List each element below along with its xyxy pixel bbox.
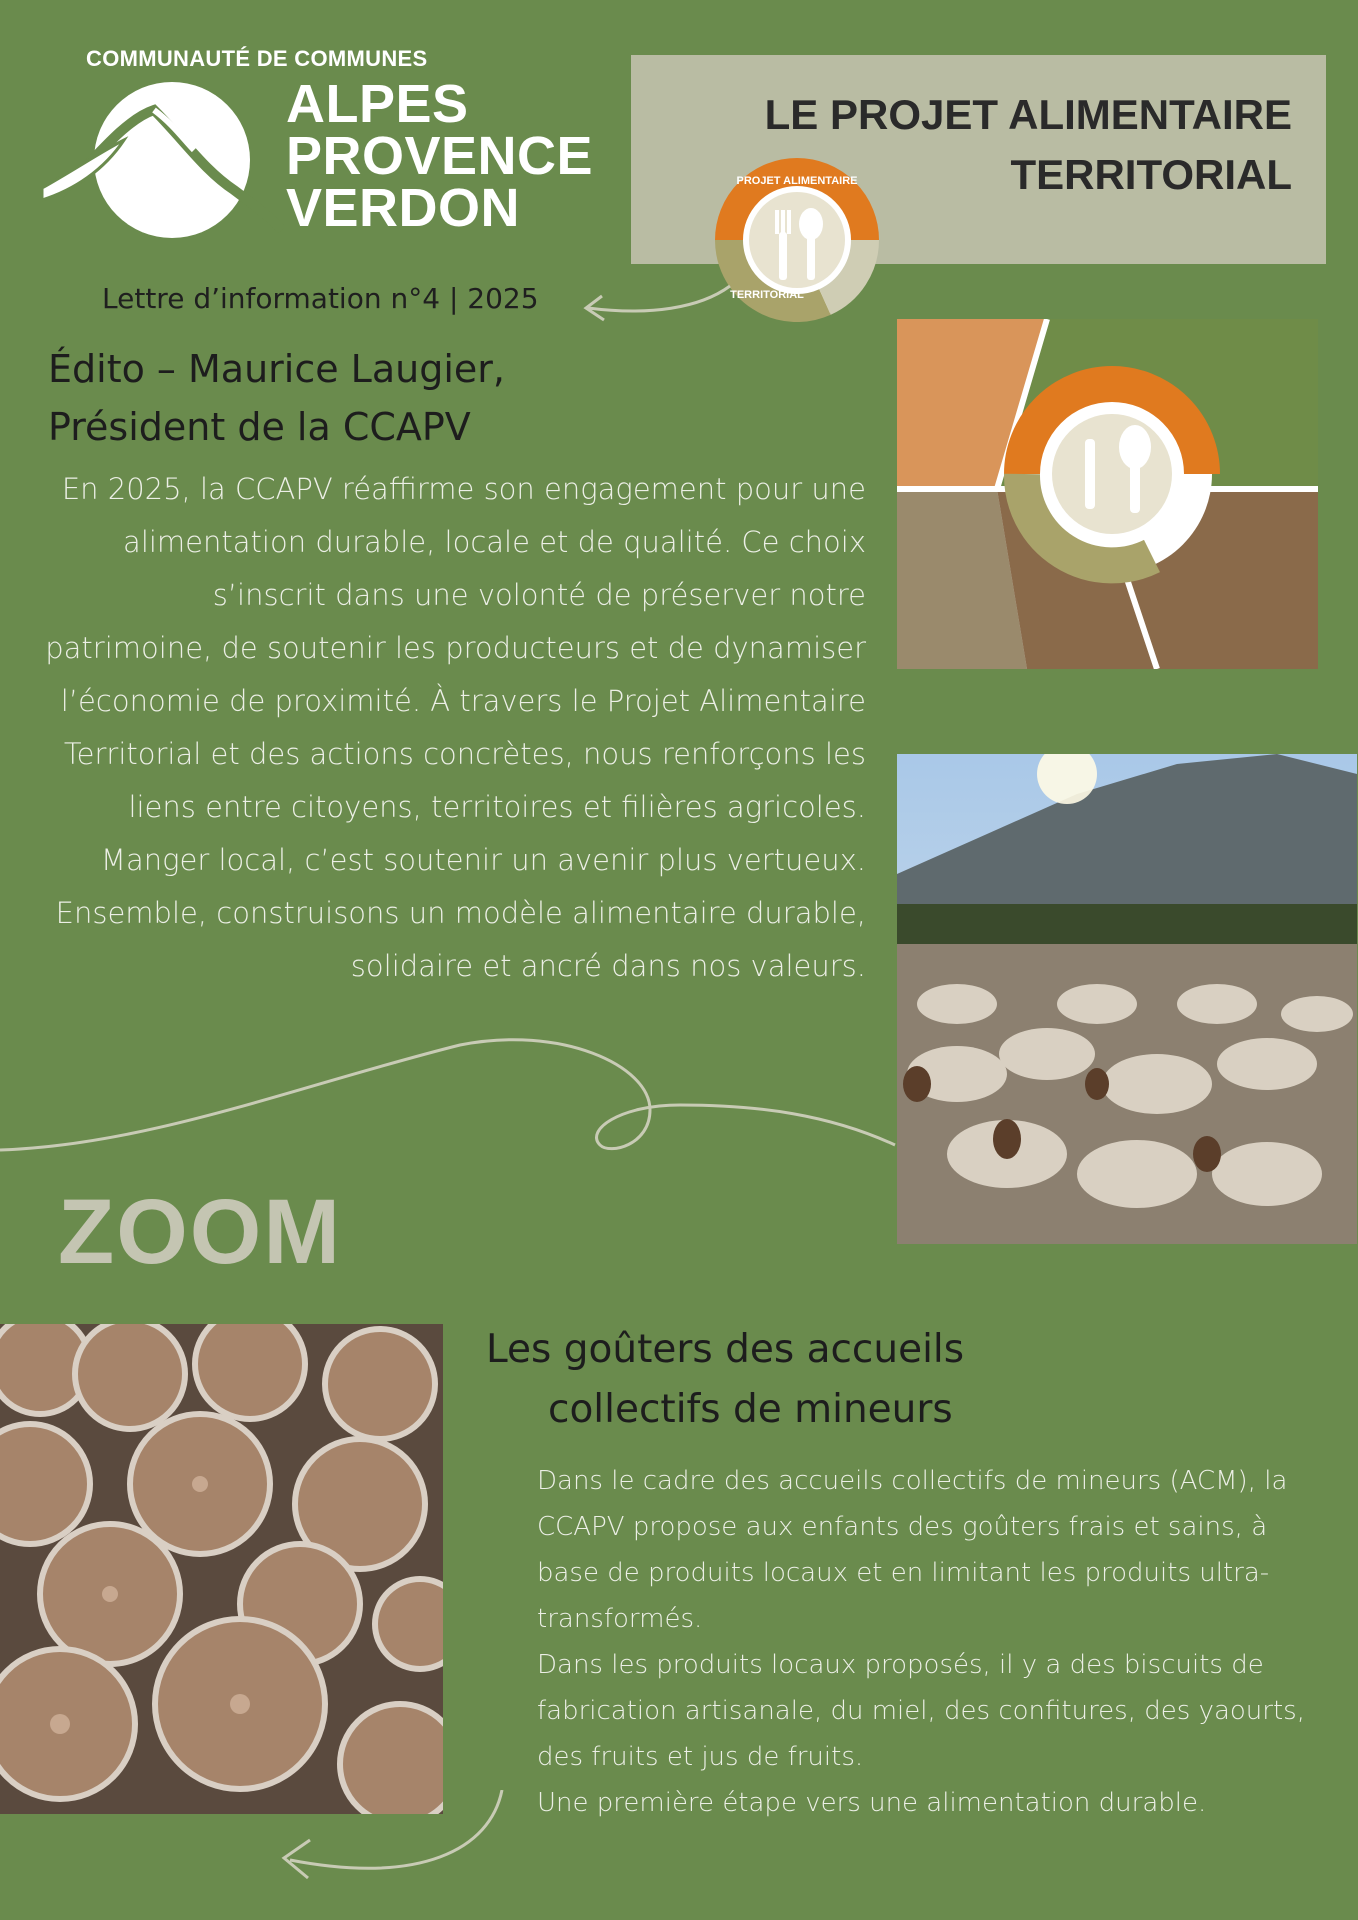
edito-title — [48, 340, 505, 456]
zoom-title-line: collectifs de mineurs — [548, 1387, 953, 1432]
decorative-swirl — [0, 1035, 900, 1165]
zoom-heading: ZOOM — [58, 1181, 342, 1283]
title-line: TERRITORIAL — [1010, 151, 1292, 198]
title-line: LE PROJET ALIMENTAIRE — [764, 91, 1292, 138]
jars-photo — [0, 1324, 443, 1814]
zoom-title-line: Les goûters des accueils — [486, 1327, 965, 1372]
org-name-line: PROVENCE — [286, 126, 594, 186]
newsletter-number: Lettre d’information n°4 | 2025 — [102, 282, 539, 315]
badge-arc-text: TERRITORIAL — [730, 289, 804, 301]
zoom-paragraph: Une première étape vers une alimentation durable. — [537, 1788, 1207, 1818]
edito-title-line: Président de la CCAPV — [48, 405, 471, 449]
zoom-paragraph: Dans les produits locaux proposés, il y a des biscuits de fabrication artisanale, du miel, des confitures, des yaourts, des fruits et jus de fruits. — [537, 1650, 1305, 1772]
edito-body: En 2025, la CCAPV réaffirme son engagement pour une alimentation durable, locale et de qualité. Ce choix s’inscrit dans une volonté de préserver notre patrimoine, de soutenir les producteurs et de dynamiser l’économie de proximité. À travers le Projet Alimentaire Territorial et des actions concrètes, nous renforçons les liens entre citoyens, territoires et filières agricoles. Manger local, c’est soutenir un avenir plus vertueux. Ensemble, construisons un modèle alimentaire durable, solidaire et ancré dans nos valeurs. — [45, 472, 866, 983]
org-name-line: ALPES — [286, 74, 469, 134]
sheep-photo — [897, 754, 1357, 1244]
badge-arc-text: PROJET ALIMENTAIRE — [736, 175, 858, 187]
collage-photo — [897, 319, 1318, 669]
zoom-title — [486, 1320, 964, 1440]
zoom-paragraph: Dans le cadre des accueils collectifs de mineurs (ACM), la CCAPV propose aux enfants des goûters frais et sains, à base de produits locaux et en limitant les produits ultra-transformés. — [537, 1466, 1288, 1634]
org-logo-icon — [34, 80, 284, 240]
edito-title-line: Édito – Maurice Laugier, — [48, 347, 505, 391]
curved-arrow-icon — [270, 1790, 520, 1900]
curved-arrow-icon — [580, 268, 740, 328]
org-label: COMMUNAUTÉ DE COMMUNES — [86, 46, 428, 71]
org-name-line: VERDON — [286, 178, 521, 238]
zoom-body — [537, 1458, 1337, 1826]
org-name — [286, 74, 594, 238]
